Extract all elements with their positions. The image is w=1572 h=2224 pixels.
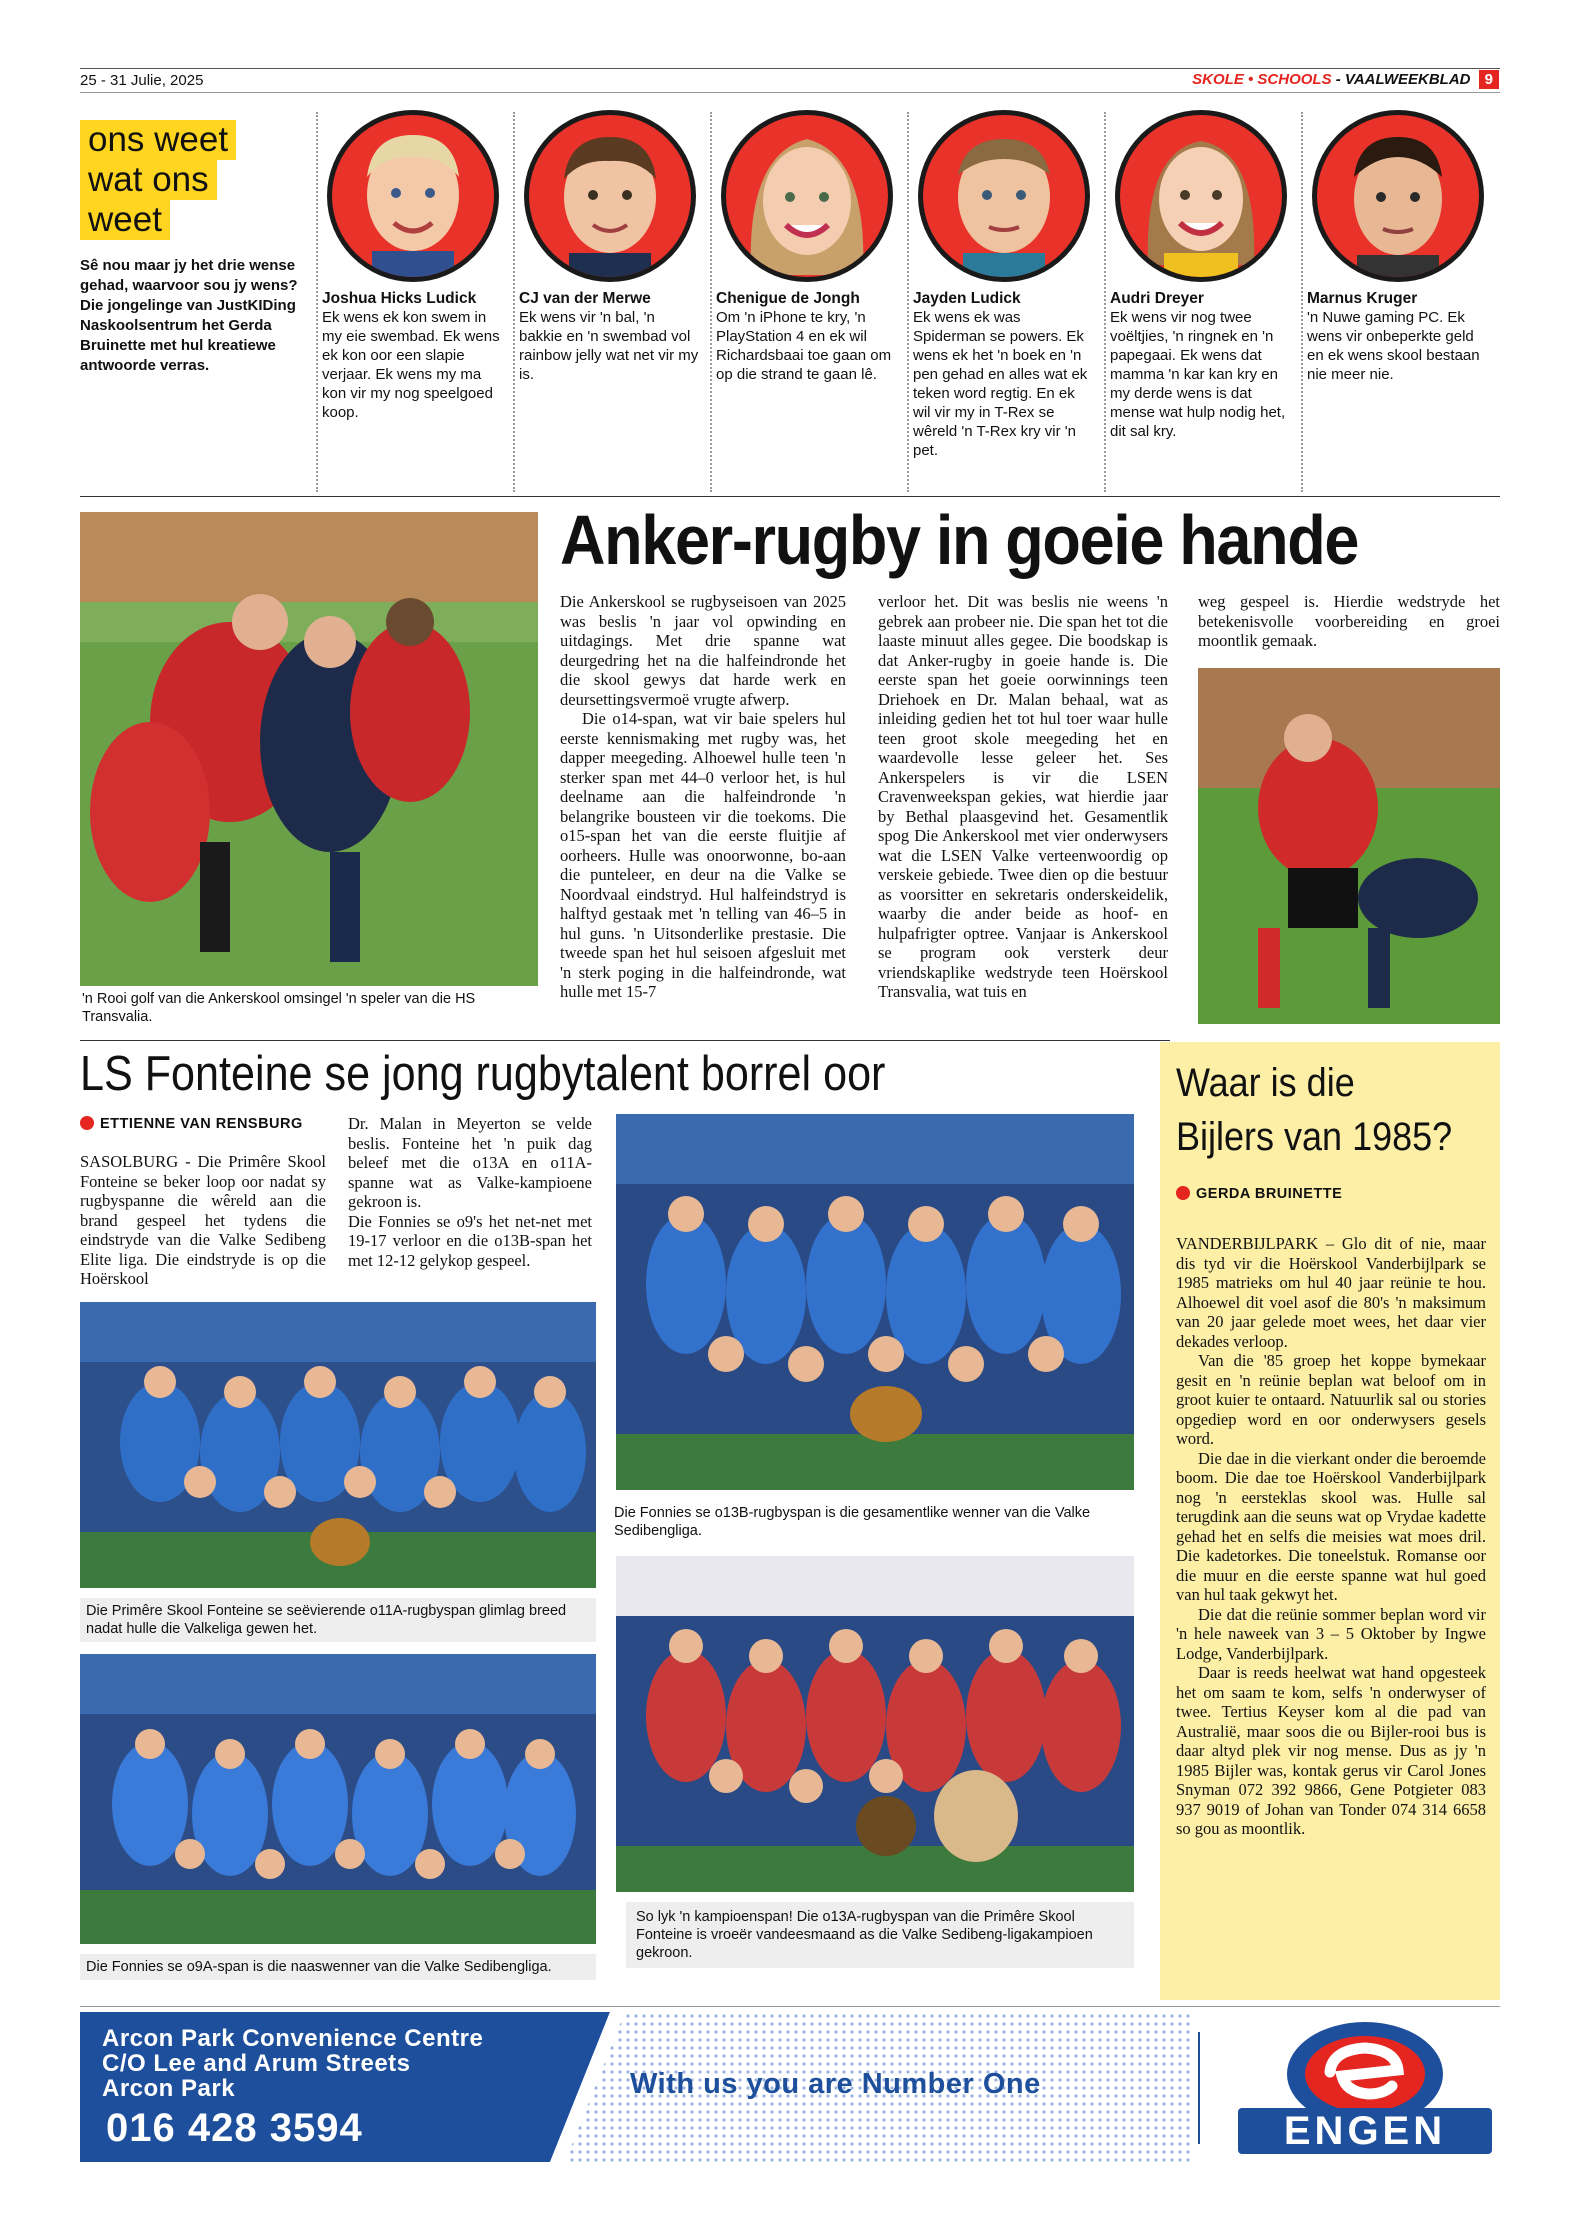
publication-name: - VAALWEEKBLAD <box>1335 71 1471 88</box>
o13a-caption: So lyk 'n kampioenspan! Die o13A-rugbyspan van die Primêre Skool Fonteine is vroeër vandeesmaand as die Valke Sedibeng-ligakampioen gekroon. <box>626 1902 1134 1968</box>
ad-line: C/O Lee and Arum Streets <box>102 2050 411 2077</box>
byline-name: GERDA BRUINETTE <box>1196 1186 1343 1202</box>
rugby-breakaway-photo <box>1198 668 1500 1024</box>
o13b-team-photo <box>616 1114 1134 1490</box>
kid-wish: Om 'n iPhone te kry, 'n PlayStation 4 en ek wil Richardsbaai toe gaan om op die strand te gaan lê. <box>716 309 892 383</box>
bijlers-byline <box>1176 1186 1342 1202</box>
kid-card <box>322 110 504 422</box>
section-banner <box>1192 70 1499 89</box>
ad-address <box>102 2026 483 2101</box>
kid-portrait <box>1312 110 1484 282</box>
page-number: 9 <box>1479 70 1499 89</box>
paragraph: Die dat die reünie sommer beplan word vir 'n hele naweek van 3 – 5 Oktober by Ingwe Lodge, Vanderbijlpark. <box>1176 1604 1486 1663</box>
o11a-team-photo <box>80 1302 596 1588</box>
kid-card <box>1110 110 1292 441</box>
ad-line: Arcon Park <box>102 2075 236 2102</box>
paragraph: Die Ankerskool se rugbyseisoen van 2025 was beslis 'n jaar vol opwinding en uitdagings. Met drie spanne wat deurgedring het na die halfeindronde het die skool gewys dat harde werk en deursettingsvermoë vrugte afwerp. <box>560 592 846 709</box>
ad-line: Arcon Park Convenience Centre <box>102 2025 484 2052</box>
bijlers-body <box>1176 1234 1486 1839</box>
byline-name: ETTIENNE VAN RENSBURG <box>100 1116 303 1132</box>
kid-wish: Ek wens vir 'n bal, 'n bakkie en 'n swembad vol rainbow jelly wat net vir my is. <box>519 309 699 383</box>
kid-wish: Ek wens ek was Spiderman se powers. Ek wens ek het 'n boek en 'n pen gehad en alles wat ek teken word regtig. En ek wil vir my in T-Rex se wêreld 'n T-Rex kry vir 'n pet. <box>913 309 1088 459</box>
bijlers-headline: Waar is die Bijlers van 1985? <box>1176 1061 1453 1159</box>
kid-portrait <box>918 110 1090 282</box>
kid-name: CJ van der Merwe <box>519 290 651 307</box>
paragraph: weg gespeel is. Hierdie wedstryde het betekenisvolle voorbereiding en groei moontlik gemaak. <box>1198 592 1500 650</box>
kid-card <box>1307 110 1489 384</box>
anker-headline: Anker-rugby in goeie hande <box>560 501 1359 579</box>
kid-portrait <box>1115 110 1287 282</box>
o13b-caption: Die Fonnies se o13B-rugbyspan is die gesamentlike wenner van die Valke Sedibengliga. <box>608 1500 1134 1544</box>
engen-logo <box>1230 2018 1500 2158</box>
bullet-icon <box>80 1116 94 1130</box>
kid-name: Jayden Ludick <box>913 290 1021 307</box>
o13a-team-photo <box>616 1556 1134 1892</box>
wishes-title <box>80 120 236 240</box>
paragraph: Daar is reeds heelwat wat hand opgesteek het om saam te kom, selfs 'n onderwyser of twee. Tertius Keyser kom al die pad van Australië, maar soos die ou Bijler-rooi bus is daar altyd plek vir nog mense. Dus as jy 'n 1985 Bijler was, kontak gerus vir Carol Jones Snyman 072 392 9866, Gene Potgieter 083 937 9019 of Johan van Tonder 074 314 6658 so gou as moontlik. <box>1176 1663 1486 1838</box>
fonteine-headline: LS Fonteine se jong rugbytalent borrel oor <box>80 1047 886 1101</box>
kid-card <box>716 110 898 384</box>
engen-wordmark: ENGEN <box>1283 2109 1447 2153</box>
wishes-title-line: ons weet <box>80 120 236 160</box>
ad-slogan: With us you are Number One <box>630 2068 1041 2100</box>
paragraph: Van die '85 groep het koppe bymekaar gesit en 'n reünie beplan wat beloof om in groot kuier te ontaard. Natuurlik sal ou stories opgediep word en oor onderwysers gesels word. <box>1176 1351 1486 1448</box>
paragraph: verloor het. Dit was beslis nie weens 'n gebrek aan probeer nie. Die span het tot die laaste minuut alles gegee. Die boodskap is dat Anker-rugby in goeie hande is. Die eerste span het goeie oorwinnings teen Driehoek en Dr. Malan behaal, wat as inleiding gedien het tot hul toer waar hulle teen groot skole meegeding het en waardevolle lesse geleer het. Ses Ankerspelers is vir die LSEN Cravenweekspan gekies, wat hierdie jaar by Bethal plaasgevind het. Gesamentlik spog Die Ankerskool met vier onderwysers wat die LSEN Valke verteenwoordig op verskeie gebiede. Twee dien op die bestuur as voorsitter en sekretaris onderskeidelik, waarby die ander beide as hoof- en hulpafrigter optree. Vanjaar is Ankerskool se program ook versterk deur vriendskaplike wedstryde teen Hoërskool Transvalia, wat tuis en <box>878 592 1168 1001</box>
kid-wish: Ek wens ek kon swem in my eie swembad. Ek wens ek kon oor een slapie verjaar. Ek wens my ma kon vir my nog speelgoed koop. <box>322 309 500 421</box>
kid-name: Marnus Kruger <box>1307 290 1418 307</box>
issue-date: 25 - 31 Julie, 2025 <box>80 72 204 89</box>
kid-wish: 'n Nuwe gaming PC. Ek wens vir onbeperkte geld en ek wens skool bestaan nie meer nie. <box>1307 309 1480 383</box>
bullet-icon <box>1176 1186 1190 1200</box>
kid-name: Audri Dreyer <box>1110 290 1204 307</box>
ad-phone: 016 428 3594 <box>106 2106 363 2150</box>
kid-wish: Ek wens vir nog twee voëltjies, 'n ringnek en 'n papegaai. Ek wens dat mamma 'n kar kan kry en my derde wens is dat mense wat hulp nodig het, dit sal kry. <box>1110 309 1286 440</box>
kid-card <box>913 110 1095 460</box>
paragraph: Dr. Malan in Meyerton se velde beslis. Fonteine het 'n puik dag beleef met die o13A en o11A-spanne wat as Valke-kampioene gekroon is. <box>348 1114 592 1211</box>
anker-col3 <box>1198 592 1500 651</box>
anker-col1 <box>560 592 846 1002</box>
rugby-tackle-photo <box>80 512 538 986</box>
kid-name: Chenigue de Jongh <box>716 290 860 307</box>
anker-photo-caption: 'n Rooi golf van die Ankerskool omsingel 'n speler van die HS Transvalia. <box>80 986 538 1030</box>
kid-portrait <box>721 110 893 282</box>
o9a-caption: Die Fonnies se o9A-span is die naaswenner van die Valke Sedibengliga. <box>80 1954 596 1980</box>
engen-advertisement <box>80 2012 1500 2162</box>
fonteine-col2 <box>348 1114 592 1270</box>
o11a-caption: Die Primêre Skool Fonteine se seëvierende o11A-rugbyspan glimlag breed nadat hulle die Valkeliga gewen het. <box>80 1598 596 1642</box>
kid-name: Joshua Hicks Ludick <box>322 290 477 307</box>
paragraph: VANDERBIJLPARK – Glo dit of nie, maar dis tyd vir die Hoërskool Vanderbijlpark se 1985 matrieks om hul 40 jaar reünie te hou. Alhoewel dit voel asof die 80's 'n maksimum van 20 jaar gelede moet wees, het daar vier dekades verloop. <box>1176 1234 1486 1351</box>
anker-col2 <box>878 592 1168 1002</box>
paragraph: Die o14-span, wat vir baie spelers hul eerste kennismaking met rugby was, het dapper meegeding. Alhoewel hulle teen 'n sterker span met 44–0 verloor het, is hul deelname aan die halfeindronde 'n belangrike bousteen vir die toekoms. Die o15-span het van die eerste fluitjie af oorheers. Hulle was onoorwonne, bo-aan die punteleer, en deur na die Valke se Noordvaal eindstryd. Hul halfeindstryd is halftyd gestaak met 'n telling van 46–5 in hul guns. 'n Uitsonderlike prestasie. Die tweede span het hul seisoen afgesluit met 'n sterk poging in die halfeindronde, wat hulle met 15-7 <box>560 709 846 1001</box>
fonteine-byline <box>80 1116 303 1132</box>
wishes-title-line: wat ons <box>80 160 217 200</box>
kid-portrait <box>524 110 696 282</box>
kid-card <box>519 110 701 384</box>
paragraph: SASOLBURG - Die Primêre Skool Fonteine se beker loop oor nadat sy rugbyspanne die wêreld aan die brand gespeel het tydens die eindstryde van die Valke Sedibeng Elite liga. Die eindstryde is op die Hoërskool <box>80 1152 326 1288</box>
paragraph: Die Fonnies se o9's het net-net met 19-17 verloor en die o13B-span het met 12-12 gelykop gespeel. <box>348 1211 592 1270</box>
wishes-title-line: weet <box>80 200 170 240</box>
kid-portrait <box>327 110 499 282</box>
wishes-intro: Sê nou maar jy het drie wense gehad, waarvoor sou jy wens? Die jongelinge van JustKIDing Naskoolsentrum het Gerda Bruinette met hul kreatiewe antwoorde verras. <box>80 257 298 374</box>
o9a-team-photo <box>80 1654 596 1944</box>
ad-divider <box>1198 2032 1200 2144</box>
section-label: SKOLE • SCHOOLS <box>1192 71 1332 88</box>
fonteine-col1 <box>80 1152 326 1289</box>
paragraph: Die dae in die vierkant onder die beroemde boom. Die dae toe Hoërskool Vanderbijlpark nog 'n eersteklas skool was. Hulle sal terugdink aan die seuns wat op Vrydae kadette gehad het en selfs die meisies wat moes dril. Die kadetorkes. Die toneelstuk. Romanse oor die muur en die eerste spanne wat hul goed van hul taak gekwyt het. <box>1176 1448 1486 1604</box>
